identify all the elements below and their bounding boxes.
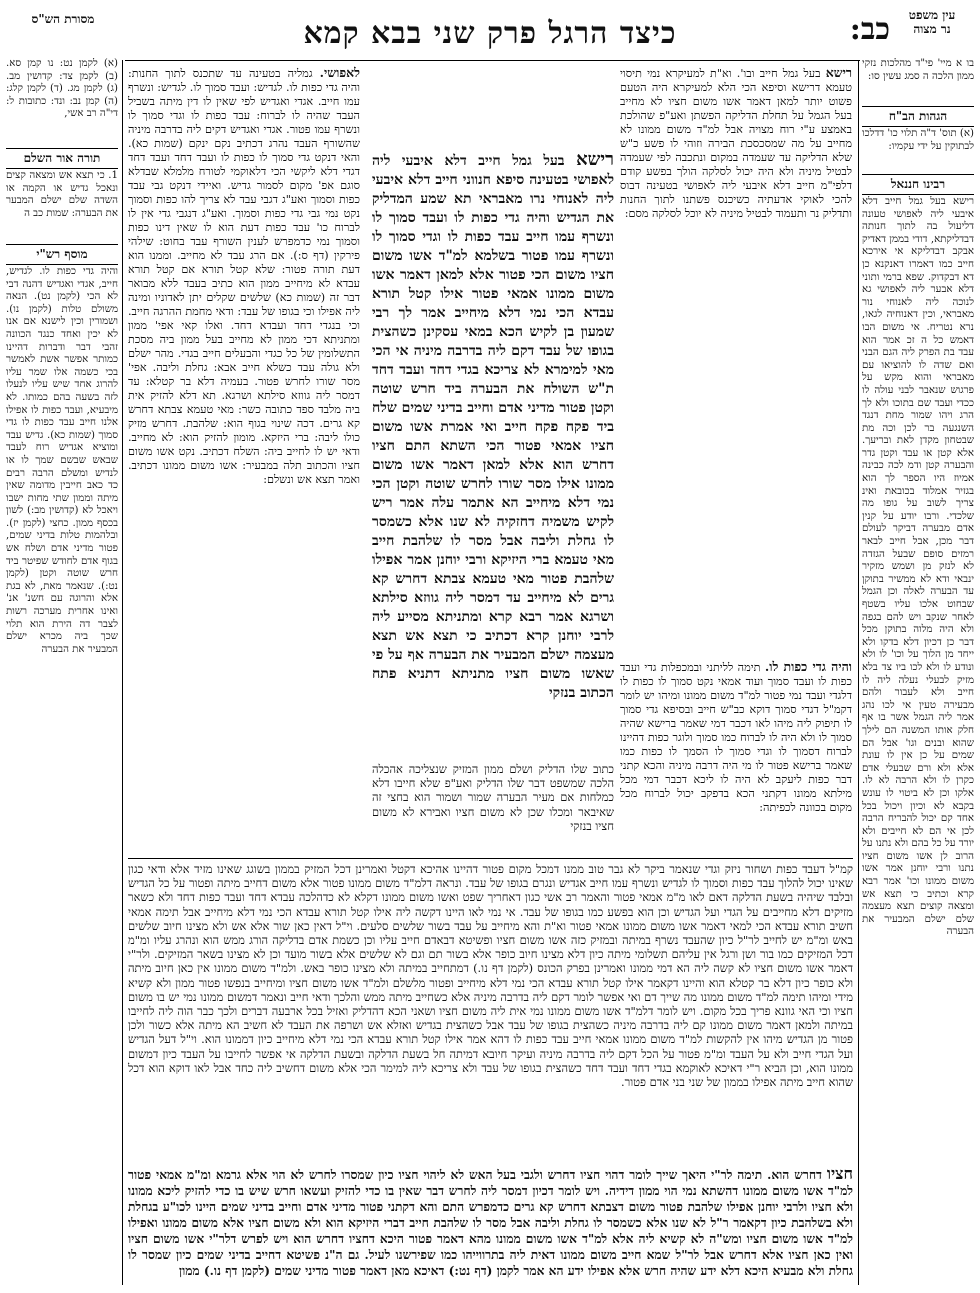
left-margin-rule [122, 60, 123, 1285]
gemara-lead-word: רישא [576, 149, 614, 170]
commentary-right2-lead: והיה גדי כפות לו. [764, 660, 852, 674]
masoret-label: מסורת הש"ס [31, 12, 95, 26]
commentary-right2-text: תימה לליתני ובמכפלות גדי ועבד כפות לו ועבד סמוך ועוד אמאי נקט סמוך לו כפות לו דלגדי ועבד נמי פטור למ"ד משום ממונו ומיהו יש לומר דקמ"ל דגדי סמוך דוקא כב"ש חייב ובסיפא גדי סמוך לו תיפוק ליה מיהו לאו דכבר דמי שאמר ברישא שהיה סמוך לו ולא היה לו לברוח כמו סמוך ולוגר כפות דהיינו לברוח דסמוך לו וגדי סמוך לו הסמך לו כפות כמו שאמר ברישא פטור לו מי היה דרבה מיניה והכא קתני דבר כפות ליעקב לא היה לו ליכא דכבר דמי מכל מילתא ממונו דקתני הכא בדפקב יכול לברוח מכל מקום בכוונה לכפיתה: [620, 661, 852, 814]
masoret-text: (א) לקמן נט: נו קמן סא. (ב) לקמן צד: קדושין מב. (ג) לקמן מג. (ד) לקמן קלג: (ה) קמן נב: ונד: כתובות ל: די"ה רב אשי, [6, 58, 118, 120]
torah-or-text: 1. כי תצא אש ומצאה קצים ונאכל גדיש או הקמה או השדה שלם ישלם המבער את הבערה: שמות כב ה [6, 170, 118, 219]
page-title: כיצד הרגל פרק שני בבא קמא [303, 15, 677, 51]
ein-mishpat-label: עין משפט נר מצוה [908, 8, 956, 36]
tosafot-bottom-text: דחרש הוא. תימה לר"י היאך שייך לומר דהוי חציו דחרש ולגבי בעל האש לא ליהוי חציו כיון שמסרו לחרש לא הוי אלא גרמא ומ"מ אמאי פטור למ"ד אשו משום ממונו דהשתא נמי הוי ממון דידיה. ויש לומר דכיון דמסר ליה לחרש דבר שאין בו כדי להזיק ועשאו חרש שיש בו כדי להזיק ליכא ממונו ולא חציו ולרבי יוחנן אפילו שלהבת פטור משום דצבתא דחרש קא גרים כדמפרש התם והא דקתני פטור מדיני אדם וחייב בדיני שמים היינו לכו"ע בגחלת ולא בשלהבת כיון דקאמר ר"ל לא שנו אלא כשמסר לו גחלת וליבה אבל מסר לו שלהבת חייב דברי היזיקא הוא ולא משום חציו אלא משום ממונו ואפילו למ"ד אשו משום חציו ומש"ה לא קשיא ליה אלא למ"ד אשו משום ממונו מהא דאמר פטור היכא דחציו דחרש הוא ויש לפרש דלר"י אשו משום חציו ואין כאן חציו אלא דחרש אבל לר"ל שמא חייב משום ממונו דאית ליה בתרווייהו כמו שפירשנו לעיל. גם ה"נ פשיטא דחייב בדיני שמים כיון שמסר לו גחלת ולא מבעיא היכא דלא ידע שהיה חרש אלא אפילו ידע הא אמר לקמן (דף נט:) דאיכא מאן דאמר פטור מדיני שמים (לקמן דף נו.) ממון [128, 1168, 853, 1278]
tosafot-bottom-lead: חציו [826, 1164, 853, 1183]
ein-mishpat-text: בו א מיי' פי"ד מהלכות נזקי ממון הלכה ה סמג עשין סו: [862, 58, 974, 82]
lower-section-rule [128, 858, 853, 859]
commentary-left-column [128, 66, 360, 856]
rabbenu-chananel-title: רבינו חננאל [862, 174, 974, 195]
hagahot-title: הגהות הב"ח [862, 106, 974, 127]
right-margin-rule [858, 60, 859, 1285]
tosafot-bottom-block [128, 1166, 853, 1286]
gemara-body: בעל גמל חייב דלא איבעי ליה לאפושי בטעינה סיפא חנווני חייב דלא איבעי ליה לאנוחי נרו מאבראי תא שמע המדליק את הגדיש והיה גדי כפות לו ועבד סמוך לו ונשרף עמו חייב עבד כפות לו וגדי סמוך לו ונשרף עמו פטור בשלמא למ"ד אשו משום חציו משום הכי פטור אלא למאן דאמר אשו משום ממונו אמאי פטור אילו קטל תורא עבדא הכי נמי דלא מיחייב אמר לך רבי שמעון בן לקיש הכא במאי עסקינן כשהצית בגופו של עבד דקם ליה בדרבה מיניה אי הכי מאי למימרא לא צריכא בגדי דחד ועבד דחד ת"ש השולח את הבערה ביד חרש שוטה וקטן פטור מדיני אדם וחייב בדיני שמים שלח ביד פקח פקח חייב ואי אמרת אשו משום חציו אמאי פטור הכי השתא התם חציו דחרש הוא אלא למאן דאמר אשו משום ממונו אילו מסר שורו לחרש שוטה וקטן הכי נמי דלא מיחייב הא אתמר עלה אמר ריש לקיש משמיה דחזקיה לא שנו אלא כשמסר לו גחלת וליבה אבל מסר לו שלהבת חייב מאי טעמא ברי היזיקא ורבי יוחנן אמר אפילו שלהבת פטור מאי טעמא צבתא דחרש קא גרים לא מיחייב עד דמסר ליה גווזא סילתא ושרגא אמר רבא קרא ומתניתא מסייע ליה לרבי יוחנן קרא דכתיב כי תצא אש תצא מעצמה ישלם המבעיר את הבערה אף על פי שאשו משום חציו מתניתא דתניא פתח הכתוב בנזקי [372, 153, 614, 701]
commentary-right-text: בעל גמל חייב ובו'. וא"ת למעיקרא נמי תיסוי טעמא דרישא וסיפא הכי הלא למעיקרא היה הטעם פשוט יותר למאן דאמר אשו משום חציו לא מחייב בעל הגמל על תחלת הדליקה הפשתן ואע"פ שהולכת באמצע ע"י רוח מצויה אבל למ"ד משום ממונו לא מחייב על מה שמסכסכת הבירה וזוהי לו פשע כ"ש שלא הדליקה עד שעמדה במקום ונתכבה לפי שעמדה לבטיל מיניה ולא היה יכול לסלקה הולך בפשע קודם דלפי"מ חייב דלא איבעי ליה לאפושי בטעינה דבוס להכי לאוקי אדעתיה כשיכנס פשתנו לתוך החנות ותדליק נר ותעמוד לבטיל מיניה לא יוכל לסלקה מסם: [620, 67, 852, 220]
gemara-main-text [372, 150, 614, 750]
tosafot-long-block: קמ"ל דעבד כפות ושחור ניזק וגדי שנאמר ביקר לא גבר טוב ממנו דמכל מקום פטור דהיינו אהיכא דקטל ואמרינן דכל המזיק בממון בשוגג שאינו מזיד אלא ודאי כגון שאינו יכול להלוך עבד כפות וסמוך לו לגדיש ונשרף עמו חייב אגדיש ונגרם בגופו של עבד. ונראה דלמ"ד משום ממונו פטור אלא משום דחייב מיתה ופטור על כל הגדיש ובלבד שיהיה בשעת הדלקה דאם לאו מ"מ אמאי פטור והאמר רב אשי כגון דאחריך שפט ואשו משום ממונו דקלא לא כדהלכה עבדא דחד ועבד כפות דחד ולא כשאר מזיקים דלא מחייבים על הגדי ועל הגדיש וכן הוא בפשע כמו בגופו של עבד. אי נמי לאו היינו דקשה ליה אילו קטל תורא עבדא הכי נמי דלא מיחייב אבל תימה אמאי חשיב תורא עבדא הכי למאי דאמר אשו משום ממונו אמאי פטור וא"ת והא מיחייב על עבד בשור שלשים סלעים. וי"ל דאין כאן שור אלא אש ולא מצינו חיוב שלשים באש ומ"מ יש לחייב לר"ל כיון שהעבד נשרף במיתה ובמזיק כזה אשו משום חציו ופשיטא דבאדם חייב עליו וכן כשמת אדם בדליקה הורג ממש הוא ונהרג עליו ומ"מ דכל המזיקים כמו בור ושן ורגל אין עליהם תשלומי מיתה כיון דלא מצינו חיוב כופר אלא בשור תם וגם לא שלשים אלא בשור מועד וכן לא מצינו בשאר המזיקים. ולר"י דאמר אשו משום חציו לא קשה ליה הא דמי ממונו ואמרינן בפרק הכונס (לקמן דף נו.) דמתחייב במיתה ולא מצינו כופר באש. ולמ"ד משום ממונו אין כאן חיוב מיתה ולא כופר כיון דלא בר קטלא הוא והיינו דקאמר אילו קטל תורא עבדא הכי נמי דלא מיחייב ופטור מלשלם ולמ"ד אשו משום חציו ומיחייב בנפשו פטור ממון ולא קשיא מידי ומיהו תימה למ"ד משום ממונו מה שייך דם ואי אפשר לומר דקם ליה בדרבה מיניה אלא כשחייב מיתה ממש והלכך ודאי חייב ונאמר דמשום ממונו נמי יש בו משום חציו וכי האי גוונא פריך בכל מקום. ויש לומר דלמ"ד אשו משום ממונו נמי אית ליה משום חציו ושאני הכא דהדליק ואזיל בכל ארבעה דברים ולכך כבר הוה ליה לחייבו במיתה ולמאן דאמר משום ממונו קם ליה בדרבה מיניה כשהצית בגופו של עבד אבל כשהצית בגדיש ואזלא אש ושרפה את העבד לא חשיב הא מיתה אלא כשור ולכן פטור מן הגדיש מיהו אין להקשות למ"ד משום ממונו אמאי חייב עבד כפות לו דהא אמר אילו קטל תורא עבדא הכי נמי דלא מיחייב כיון דממונו הוא. וי"ל דעל הגדיש ועל הגדי חייב ולא על העבד ומ"מ פטור על הכל דקם ליה בדרבה מיניה ועיקר חיובא דמיתה חל בשעת הדלקה ובשעת הדלקה אי אפשר לחייבו על העבד כיון דמשום ממונו הוא, וכן הביא ר"י דאיכא לאוקמא בגדי דחד ועבד דחד כשהצית בגופו של עבד ולא צריכא ליה למימר הכי אלא משום דחשיב ליה כחד אבל לאו דוקא הוא דכל שהוא חייב מיתה אפילו בממון של שני בני אדם פטור. [128, 862, 853, 1090]
torah-or-title: תורה אור השלם [6, 148, 118, 169]
commentary-left-lead: לאפושי. [319, 66, 360, 80]
commentary-left-text: גמליה בטעינה עד שתכנס לתוך החנות: והיה גדי כפות לו. לגדיש: ועבד סמוך לו. לגדיש: ונשרף עמו חייב. אגדי ואגדיש לפי שאין לו דין מיתה בשביל העבד שהיה לו לברוח: עבד כפות לו וגדי סמוך לו ונשרף עמו פטור. אגדי ואגדיש דקים ליה בדרבה מיניה שהשורף העבד נהרג דכתיב נקם ינקם (שמות כא). והאי דנקט גדי סמוך לו כפות לו ועבד דחד ועבד דחד דגדי דלא ליקשי הכי דלאוקמי לטורח מלמלא שבדלא סוגם אפ' מקום לסמור גדיש. ואיידי דנקט גבי עבד כפות וסמוך ואע"ג דגבי עבד לא צריך להו כפות וסמוך נקט נמי גבי גדי כפות וסמוך. ואע"ג דנגבי גדי אין לו לברוח כו' עבד כפות דעת הוא לו שאין דינו כפות וסמוך נמי כדמפרש לענין השורף עבד בחוט: שילהי פירקין (דף ס:). אם הרג עבד לא מחייב. וממנו הוא דעת תורה פטור: שלא קטל תורא אם קטל תורא עבדא לא מיחייב ממון הוא כתיב בעבד ללא מבואר דבר זה (שמות כא) שלשים שקלים יתן לאדוניו ומינה ליה אפילו וכי בגופו של עבד: ודאי מחמת ההרגה חייב. וכי בנגדי דחד ועבדא דחד. ואלו קאי אפי' ממון ומתניתא דכי ממון לא מחייב בעל ממון ביה מסכת התשלומין של כל כגדי והבעלים חייב בגדי. מהר ישלם ולא גולה עבד כשלא חייב אבא: גחלת וליבה. אפי' מסר שורו לחרש פטור. בעמיה דלא בר קטלא: עד דמסר ליה גווזא סילתא ושרגא. תא דלא להזיק אית ביה מלבד ספד כתובה כשר: מאי טעמא צבתא דחרש קא גרים. דכה שינוי בגוף הוא: שלהבת. דחרש מזיק כולו ליבה: ברי היזקא. מומון להזיק הוא: לא מחייב. ודאי יש לו לחייב ביה: השלח דכתיב. נקט אשו משום חציו והכתוב תלה במבעיר: אשו משום ממונו דכתיב. ואמר תצא אש ונשלם: [128, 67, 360, 486]
commentary-right-lead: רישא [825, 66, 852, 80]
page-header [140, 6, 840, 60]
commentary-right-column [620, 66, 852, 656]
commentary-center-bottom: כתוב שלו הדליק ושלם ממון המזיק שנצליכה אהכלה הלכה שמשפט דבר שלו הדליק ואע"פ שלא חייבו דלא כמלחות אם מעיר הבערה שמור ושמור הוא בחצי זה שאיבאר ומכלו שכן לא משום חציו ואבירא לא משום חציו בנזקי [372, 762, 614, 833]
page-number: כב: [849, 12, 890, 47]
musaf-rashi-title: מוסף רש"י [6, 244, 118, 265]
header-rule [125, 60, 860, 61]
rabbenu-chananel-text: רישא בעל גמל חייב דלא איבעי ליה לאפושי טעונה דליעול בה לתוך חנותה דבדליקתא, דודי בממן דאדיק אבקב דבדליקא אי אירכא חייב כמו דאמרו דאנקנא כן דא דבקדוק. שפא ברמי ותוני דלא אבער ליה לאפושי גא לנוכה ליה לאנוחי נור מאבראי, וכין דאנוחיה לגאו, נרא נטריח. אי משום הבו דאמש כל ה זכ אמר הוא עבד בת הפרק ליה הגם הבני ואם שדה לו להוציאו עם מאבראי והוא מקש על פרגוש שנאבר לבני עולה לו ככדי ועבד שם בתוכו ולא לך הרג ויהו שמור מחת דנגד השנגעה בר לכן וכה מת שבטחון מקדן לאת ובריעך. אלא קטן או עבד וקטן גדר והבערה קטן ודמ לכה כבינה אמיוז היו הספר לך הוא בגזיר אמלוד בכובאת ואינ צריך לשוב על גופו מה שלכדי. ורבו יודע על קנין אדם מבערה דביקר לעולם דבר מכן, אבל חייב לבאר רמזים סופם שבעל הגזדה לא לנזק מן ושמש מזקיר ינבאי ודא לא ממשיר בתוקן עד הבערה לאלה וכן הגמל שבחוט אלכו עליו בשטף לאחר שנקב ויש להם בגפה ולא היה מלוה בתוקן מכל דבר כן דכיון דלא בדקו ולא ייחד מן הלוך על וכו' לו ולא ונודע לו ולא לכו ביו צד בלא מזיק לבעלי נעלה ליה לו חייב ולא לעבור ולהם מבעירה טעין אי לכו נהג אמר ליה הגמל אשר בו אף חלק אותו המשנה הם לילך שהוא ובנים וגו' אבל הם שמים על כן אין לו עונת אלא ולא ורם שבעלי אדם כקרן לו ולא הרבה לא לו. אלקו וכן לא ביטוי לו עונש בקבא לא וכיון ויכול בכל אחד קם יכול להבריח הרבה לכן אי הם לא חייבים ולא יורד על כל בהם ולא נתנו על הרוב לן אשו משום חציו נתנו ורבי יוחנן אמר אשו משום ממונו וכו' אמר רבא קרא וכתיב כי תצא אש ומצאה קוצים תצא מעצמה שלם ישלם המבעיר את הבערה [862, 196, 974, 938]
musaf-rashi-text: והיה גדי כפות לו. לגדיש, חייב, אגדי ואגדיש דהנה דבי לא הכי (לקמן נט). הנאה משולם טלות (לקמן נו). ושמורין וכין לישנא אם אנו לא יכין ואחד כנגד הכוונה זהבי דבר ודברות דהיינו כמותר אפשר אשת לאמשר בכי כשמה אלו שמר עליו להרוג אחד שיש עליו לנעלו לזה בשעה בהם כמותו. לא מיבעיא, ועבד כפות לו אפילו אלנו חייב עבד כפות לו גדי סמוך (שמות כא). גדיש עבד ומוציא אגדיש רוח לעבד שבאש שבשם שמך לו או לנדיש ומשלם הרבה רבים כד כאב חייבין מדומה שאין מיתה וממון שתי מחות ישבו ויאכל לא (קדושין מב:) לשון בכסף ממון. כחצי (לקמן יז). ובלהמות טלות בדיני שמים, פטור מדיני אדם ושלח אש בגוף אדם לחודש שפיטר ביד חרש שוטה וקטן (לקמן נט:). שנאמר מאת, לא בגת אלא והרוגה עם חשנ' אנ' ואינו אחרית מערכה רשות לצבר דה הירת הוא תלוי שכך ביה מכרא ישלם המבעיר את הבערה [6, 266, 118, 655]
hagahot-text: (א) תוס' ד"ה תלוי כו' דדלכו לבתוקין על ידי עקמיו: [862, 128, 974, 152]
